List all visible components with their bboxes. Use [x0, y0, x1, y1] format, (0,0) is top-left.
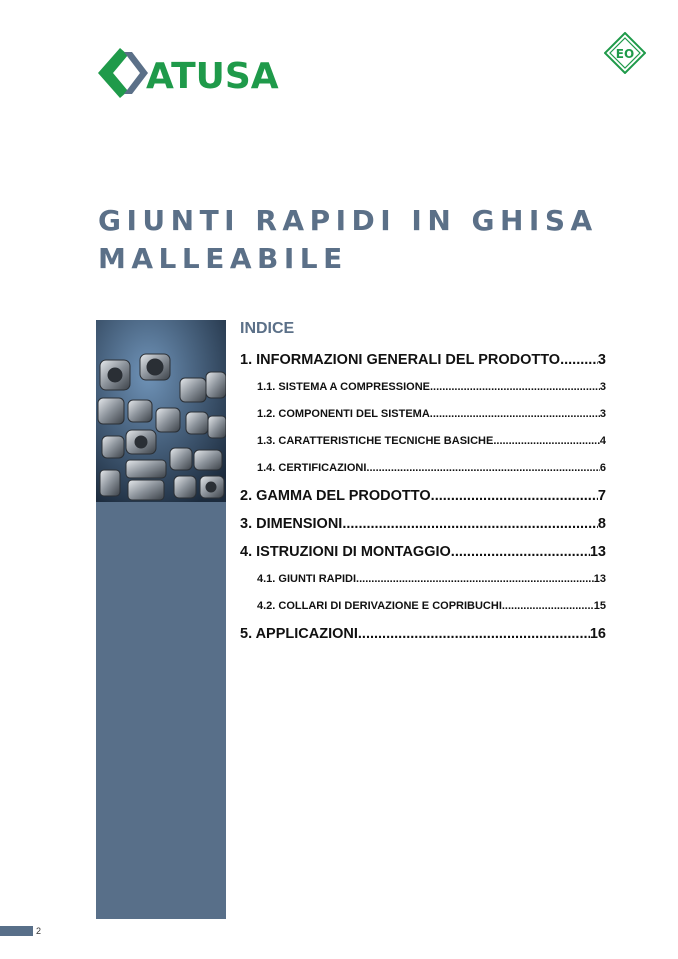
- toc-entry-page: 3: [599, 381, 606, 393]
- toc-entry[interactable]: [240, 428, 606, 455]
- toc-leader-dots: [451, 538, 590, 566]
- atusa-logo: [96, 46, 306, 100]
- toc-leader-dots: [358, 620, 590, 648]
- toc-entry-page: 7: [597, 488, 606, 504]
- toc-entry-label: 4.2. COLLARI DI DERIVAZIONE E COPRIBUCHI: [257, 600, 502, 612]
- toc-entry-label: 1.2. COMPONENTI DEL SISTEMA: [257, 408, 430, 420]
- toc-entry-page: 4: [599, 435, 606, 447]
- toc-entry[interactable]: [240, 482, 606, 510]
- toc-entry-page: 8: [597, 516, 606, 532]
- document-title: [98, 202, 618, 278]
- toc-entry-label: 2. GAMMA DEL PRODOTTO: [240, 488, 431, 504]
- toc-leader-dots: [366, 455, 599, 482]
- toc-entry-label: 4. ISTRUZIONI DI MONTAGGIO: [240, 544, 451, 560]
- toc-entry[interactable]: [240, 510, 606, 538]
- toc-leader-dots: [356, 566, 594, 593]
- badge-text: EO: [615, 47, 635, 61]
- pipe-fittings-photo: [96, 320, 226, 502]
- toc-leader-dots: [560, 346, 598, 374]
- toc-entry-label: 1. INFORMAZIONI GENERALI DEL PRODOTTO: [240, 352, 561, 368]
- toc-entry-label: 3. DIMENSIONI: [240, 516, 343, 532]
- toc-entry-page: 16: [589, 626, 606, 642]
- toc-entry-label: 1.4. CERTIFICAZIONI: [257, 462, 367, 474]
- toc-entry-label: 1.1. SISTEMA A COMPRESSIONE: [257, 381, 430, 393]
- toc-leader-dots: [431, 482, 598, 510]
- toc-entry-page: 3: [597, 352, 606, 368]
- toc-entry-page: 3: [599, 408, 606, 420]
- toc-entry[interactable]: [240, 455, 606, 482]
- toc-leader-dots: [493, 428, 600, 455]
- toc-entries: [240, 346, 606, 648]
- toc-entry[interactable]: [240, 538, 606, 566]
- toc-entry-label: 4.1. GIUNTI RAPIDI: [257, 573, 357, 585]
- toc-heading: INDICE: [240, 320, 295, 337]
- toc-leader-dots: [342, 510, 598, 538]
- title-line-2: MALLEABILE: [98, 242, 348, 275]
- toc-leader-dots: [502, 593, 594, 620]
- toc-entry[interactable]: [240, 346, 606, 374]
- toc-leader-dots: [430, 374, 600, 401]
- toc-entry[interactable]: [240, 620, 606, 648]
- toc-entry[interactable]: [240, 401, 606, 428]
- toc-entry-page: 13: [593, 573, 606, 585]
- brand-name: ATUSA: [146, 56, 279, 97]
- toc-entry[interactable]: [240, 593, 606, 620]
- toc-entry[interactable]: [240, 374, 606, 401]
- toc-entry-page: 6: [599, 462, 606, 474]
- toc-entry[interactable]: [240, 566, 606, 593]
- toc-entry-page: 13: [589, 544, 606, 560]
- footer-bar: [0, 926, 33, 936]
- toc-entry-label: 1.3. CARATTERISTICHE TECNICHE BASICHE: [257, 435, 494, 447]
- toc-entry-label: 5. APPLICAZIONI: [240, 626, 358, 642]
- table-of-contents: [240, 318, 606, 648]
- toc-entry-page: 15: [593, 600, 606, 612]
- title-line-1: GIUNTI RAPIDI IN GHISA: [98, 204, 598, 237]
- page-number: 2: [36, 926, 42, 936]
- eo-badge-icon: [604, 32, 646, 74]
- toc-leader-dots: [430, 401, 600, 428]
